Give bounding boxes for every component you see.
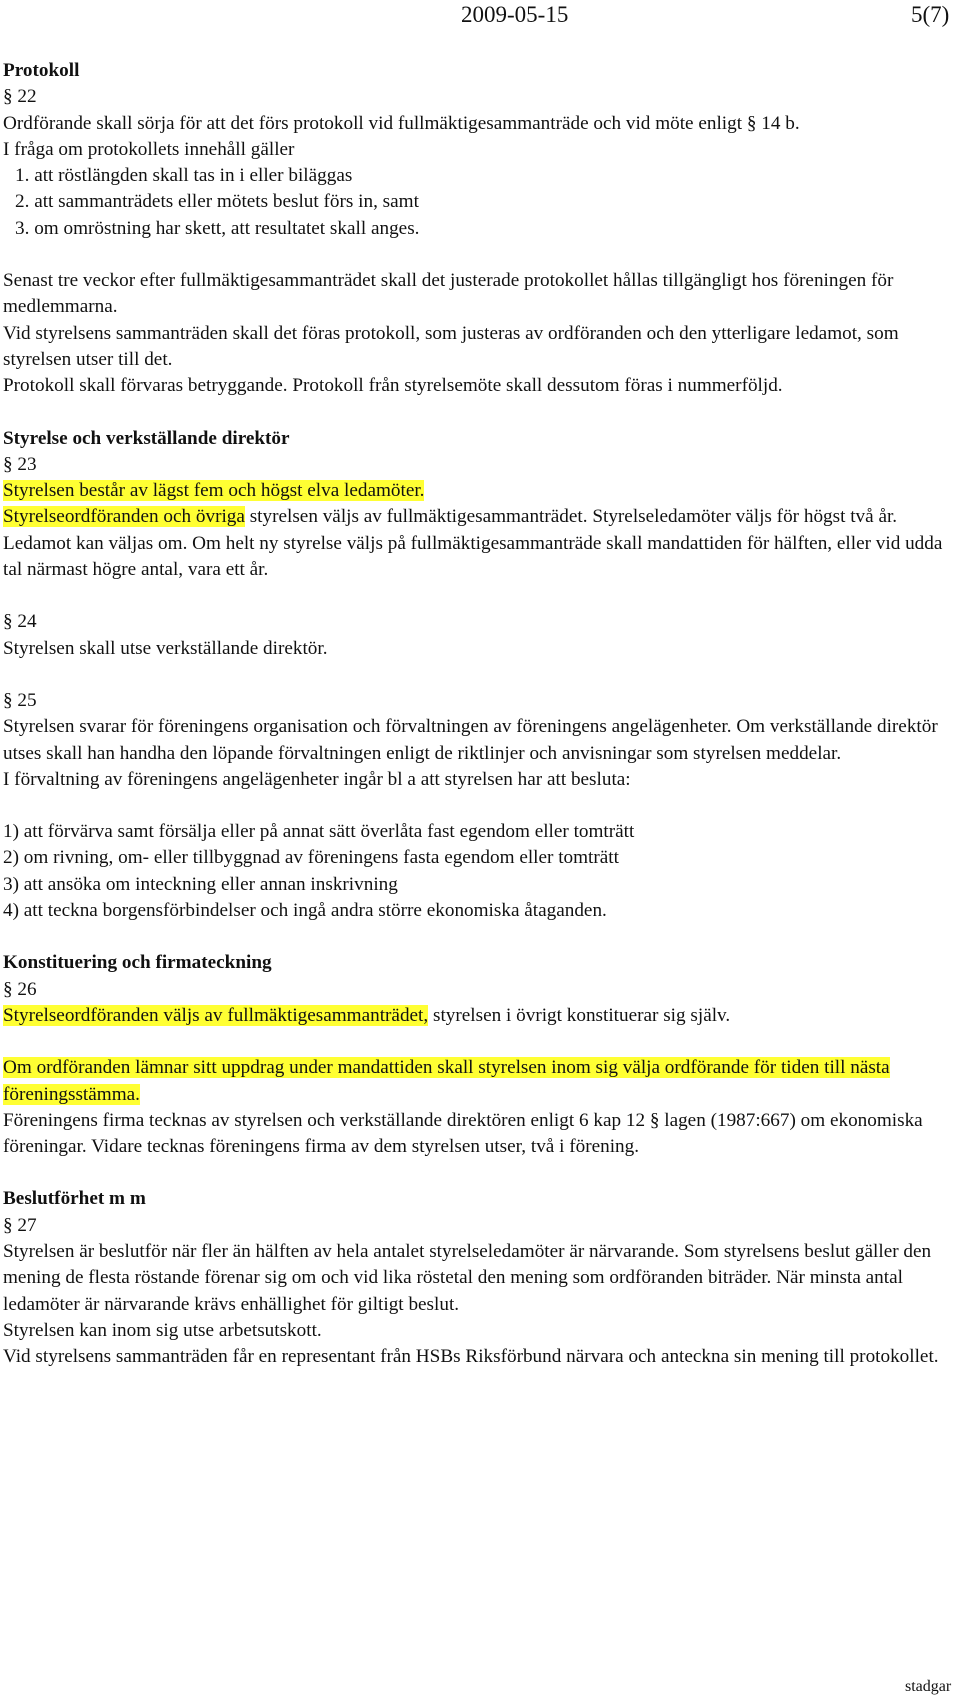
section-27-text-2: Styrelsen kan inom sig utse arbetsutskott. (3, 1319, 322, 1341)
section-22-text-4: Vid styrelsens sammanträden skall det föras protokoll, som justeras av ordföranden och den ytterligare ledamot, som styrelsen utser till det. (3, 322, 899, 370)
section-25-text-2: I förvaltning av föreningens angelägenheter ingår bl a att styrelsen har att besluta: (3, 768, 631, 790)
list-item: 3) att ansöka om inteckning eller annan inskrivning (3, 873, 398, 895)
list-item: 4) att teckna borgensförbindelser och ingå andra större ekonomiska åtaganden. (3, 900, 607, 922)
spacer (3, 924, 943, 950)
spacer (3, 1029, 943, 1055)
spacer (3, 662, 943, 688)
section-heading-styrelse: Styrelse och verkställande direktör (3, 427, 290, 449)
header-date: 2009-05-15 (461, 2, 569, 27)
section-24-text-1: Styrelsen skall utse verkställande direktör. (3, 637, 328, 659)
highlighted-text: Styrelsen består av lägst fem och högst elva ledamöter. (3, 480, 425, 502)
paragraph-number-23: § 23 (3, 453, 37, 475)
spacer (3, 1160, 943, 1186)
spacer (3, 242, 943, 268)
spacer (3, 400, 943, 426)
list-item: 1) att förvärva samt försälja eller på annat sätt överlåta fast egendom eller tomträtt (3, 821, 635, 843)
section-22-text-1: Ordförande skall sörja för att det förs protokoll vid fullmäktigesammanträde och vid möte enligt § 14 b. (3, 112, 800, 134)
highlighted-text: Styrelseordföranden väljs av fullmäktigesammanträdet, (3, 1004, 429, 1026)
section-heading-konstituering: Konstituering och firmateckning (3, 952, 272, 974)
paragraph-number-26: § 26 (3, 978, 37, 1000)
section-heading-beslutforhet: Beslutförhet m m (3, 1188, 146, 1210)
paragraph-number-22: § 22 (3, 86, 37, 108)
section-27-text-1: Styrelsen är beslutför när fler än hälften av hela antalet styrelseledamöter är närvarande. Som styrelsens beslut gäller den mening de flesta röstande förenar sig om och vid lika röstetal den mening som ordföranden biträder. När minsta antal ledamöter är närvarande krävs enhällighet för giltigt beslut. (3, 1240, 932, 1315)
highlighted-text: Om ordföranden lämnar sitt uppdrag under mandattiden skall styrelsen inom sig välja ordförande för tiden till nästa föreningsstämma. (3, 1057, 890, 1105)
header-page-number: 5(7) (911, 2, 950, 27)
section-23-text-2 (3, 504, 943, 583)
list-item: 3. om omröstning har skett, att resultatet skall anges. (15, 217, 420, 239)
list-item: 2. att sammanträdets eller mötets beslut förs in, samt (15, 191, 419, 213)
section-26-text-2 (3, 1055, 943, 1108)
section-27-text-3: Vid styrelsens sammanträden får en representant från HSBs Riksförbund närvara och anteckna sin mening till protokollet. (3, 1346, 939, 1368)
section-22-text-2: I fråga om protokollets innehåll gäller (3, 138, 295, 160)
spacer (3, 793, 943, 819)
body-text: styrelsen i övrigt konstituerar sig själv. (428, 1004, 731, 1026)
section-26-text-3: Föreningens firma tecknas av styrelsen och verkställande direktören enligt 6 kap 12 § lagen (1987:667) om ekonomiska föreningar. Vidare tecknas föreningens firma av dem styrelsen utser, två i förening. (3, 1109, 923, 1158)
document-body (3, 58, 943, 1370)
paragraph-number-24: § 24 (3, 611, 37, 633)
paragraph-number-25: § 25 (3, 689, 37, 711)
section-23-text-1 (3, 478, 943, 504)
section-26-text-1 (3, 1003, 943, 1029)
protocol-content-list (3, 163, 943, 242)
paragraph-number-27: § 27 (3, 1214, 37, 1236)
section-25-text-1: Styrelsen svarar för föreningens organisation och förvaltningen av föreningens angelägenheter. Om verkställande direktör utses skall han handha den löpande förvaltningen enligt de riktlinjer och anvisningar som styrelsen meddelar. (3, 716, 938, 764)
section-22-text-5: Protokoll skall förvaras betryggande. Protokoll från styrelsemöte skall dessutom föras i nummerföljd. (3, 375, 783, 397)
highlighted-text: Styrelseordföranden och övriga (3, 506, 245, 528)
footer-label: stadgar (905, 1678, 952, 1695)
body-text: styrelsen väljs av fullmäktigesammanträdet. Styrelseledamöter väljs för högst två år. Ledamot kan väljas om. Om helt ny styrelse väljs på fullmäktigesammanträde skall mandattiden för hälften, eller vid udda tal närmast högre antal, vara ett år. (3, 506, 943, 581)
list-item: 2) om rivning, om- eller tillbyggnad av föreningens fasta egendom eller tomträtt (3, 847, 619, 869)
section-22-text-3: Senast tre veckor efter fullmäktigesammanträdet skall det justerade protokollet hållas tillgängligt hos föreningen för medlemmarna. (3, 270, 894, 318)
spacer (3, 583, 943, 609)
section-heading-protokoll: Protokoll (3, 60, 80, 81)
list-item: 1. att röstlängden skall tas in i eller biläggas (15, 165, 353, 187)
